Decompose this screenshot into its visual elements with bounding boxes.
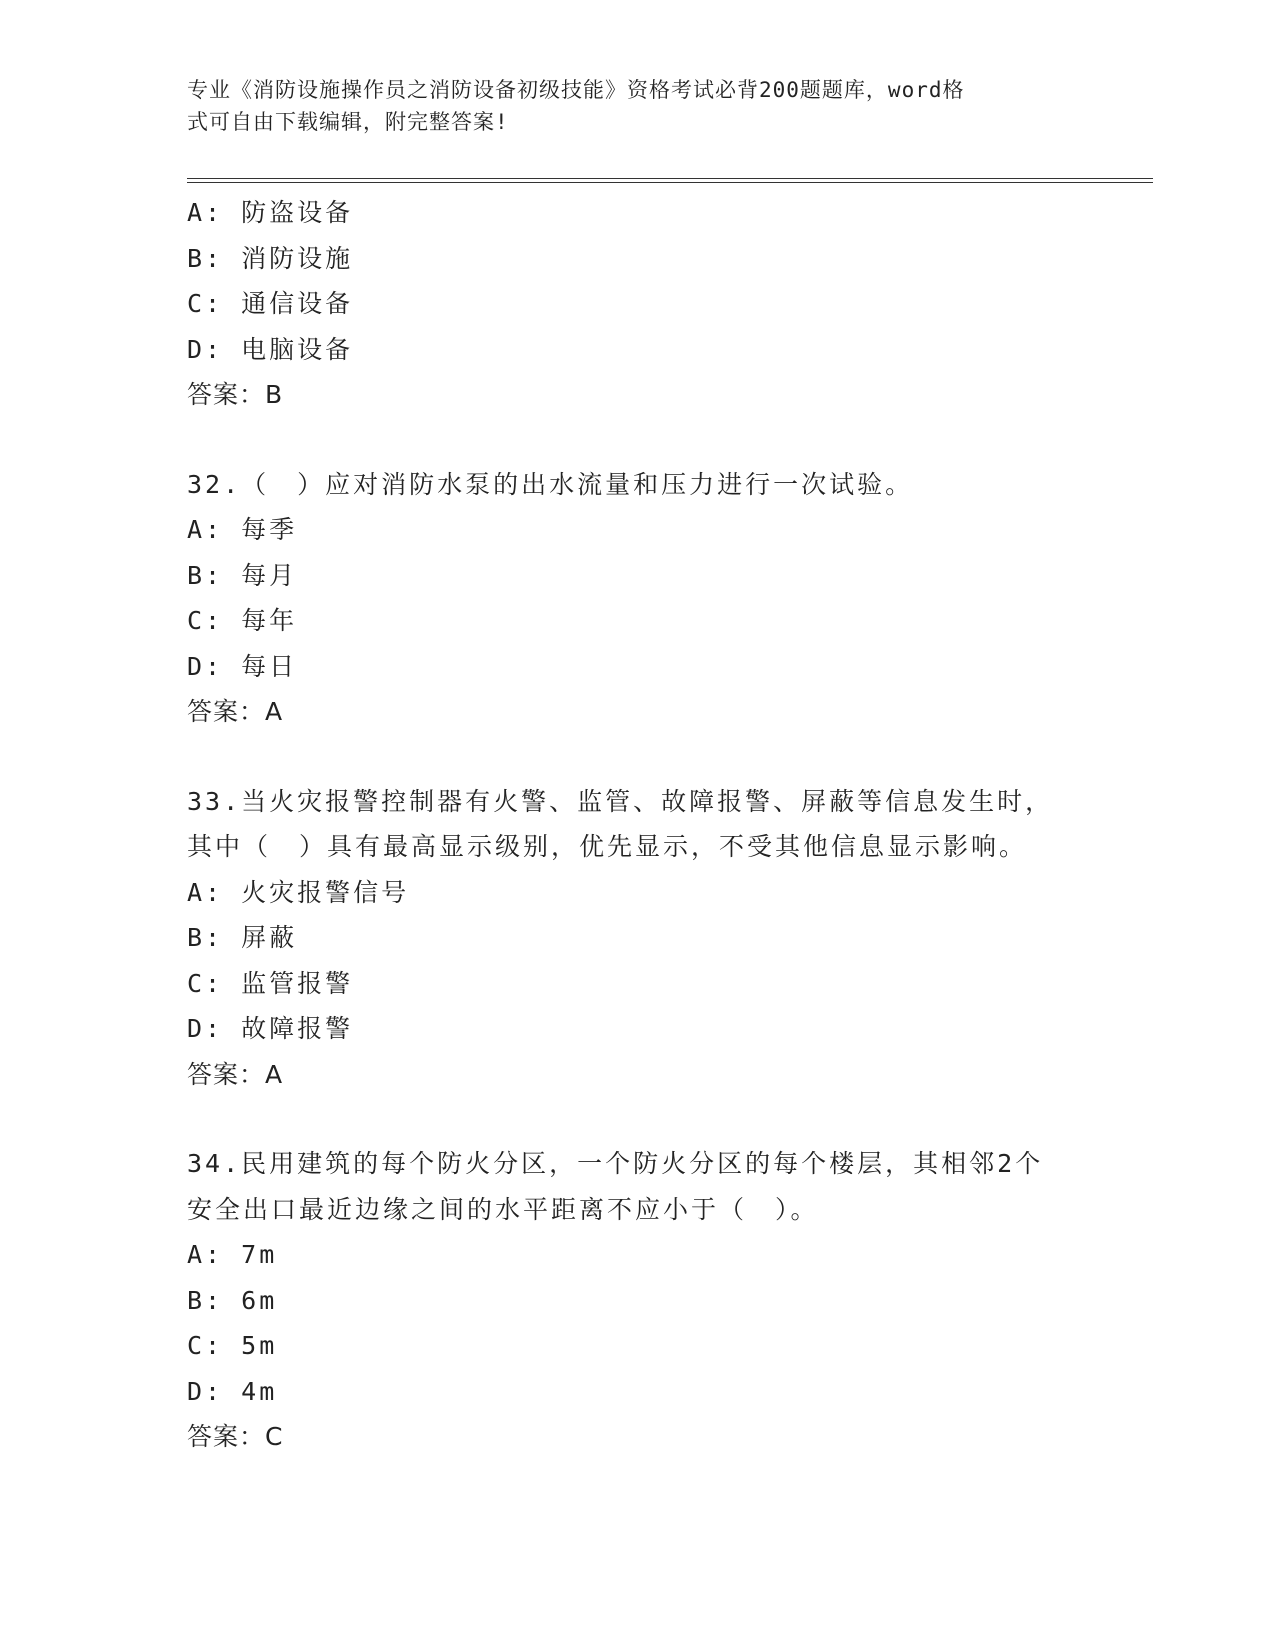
- option-b: B: 每月: [187, 560, 298, 590]
- spacer: [187, 418, 1087, 462]
- question-stem: 33.当火灾报警控制器有火警、监管、故障报警、屏蔽等信息发生时，: [187, 786, 1054, 816]
- option-d: D: 电脑设备: [187, 334, 354, 364]
- option-c: C: 监管报警: [187, 968, 354, 998]
- option-b: B: 6m: [187, 1285, 278, 1315]
- option-a: A: 每季: [187, 515, 298, 544]
- question-stem: 其中（ ）具有最高显示级别，优先显示，不受其他信息显示影响。: [187, 832, 1028, 861]
- option-a: A: 7m: [187, 1240, 278, 1269]
- question-stem: 34.民用建筑的每个防火分区，一个防火分区的每个楼层，其相邻2个: [187, 1149, 1044, 1178]
- option-a: A: 火灾报警信号: [187, 877, 410, 907]
- option-a: A: 防盗设备: [187, 198, 354, 227]
- answer-line: 答案：C: [187, 1422, 284, 1451]
- question-list: [187, 190, 1087, 1460]
- option-d: D: 故障报警: [187, 1014, 354, 1043]
- document-header: [187, 74, 1067, 138]
- answer-line: 答案：A: [187, 697, 284, 726]
- answer-line: 答案：B: [187, 380, 284, 409]
- answer-line: 答案：A: [187, 1059, 284, 1089]
- option-b: B: 屏蔽: [187, 923, 298, 952]
- option-c: C: 5m: [187, 1331, 278, 1360]
- question-stem: 安全出口最近边缘之间的水平距离不应小于（ ）。: [187, 1194, 819, 1224]
- question-32: [187, 462, 1087, 735]
- option-d: D: 4m: [187, 1376, 278, 1406]
- header-intro-line-1: 专业《消防设施操作员之消防设备初级技能》资格考试必背200题题库，word格: [187, 78, 965, 102]
- question-33: [187, 779, 1087, 1098]
- header-intro-line-2: 式可自由下载编辑，附完整答案!: [187, 110, 509, 134]
- option-c: C: 每年: [187, 606, 298, 635]
- option-d: D: 每日: [187, 651, 298, 681]
- option-c: C: 通信设备: [187, 289, 354, 318]
- header-double-rule: [187, 178, 1153, 183]
- question-34: [187, 1141, 1087, 1460]
- question-31-options: [187, 190, 1087, 418]
- spacer: [187, 1097, 1087, 1141]
- spacer: [187, 735, 1087, 779]
- option-b: B: 消防设施: [187, 243, 354, 273]
- question-stem: 32.（ ）应对消防水泵的出水流量和压力进行一次试验。: [187, 469, 914, 499]
